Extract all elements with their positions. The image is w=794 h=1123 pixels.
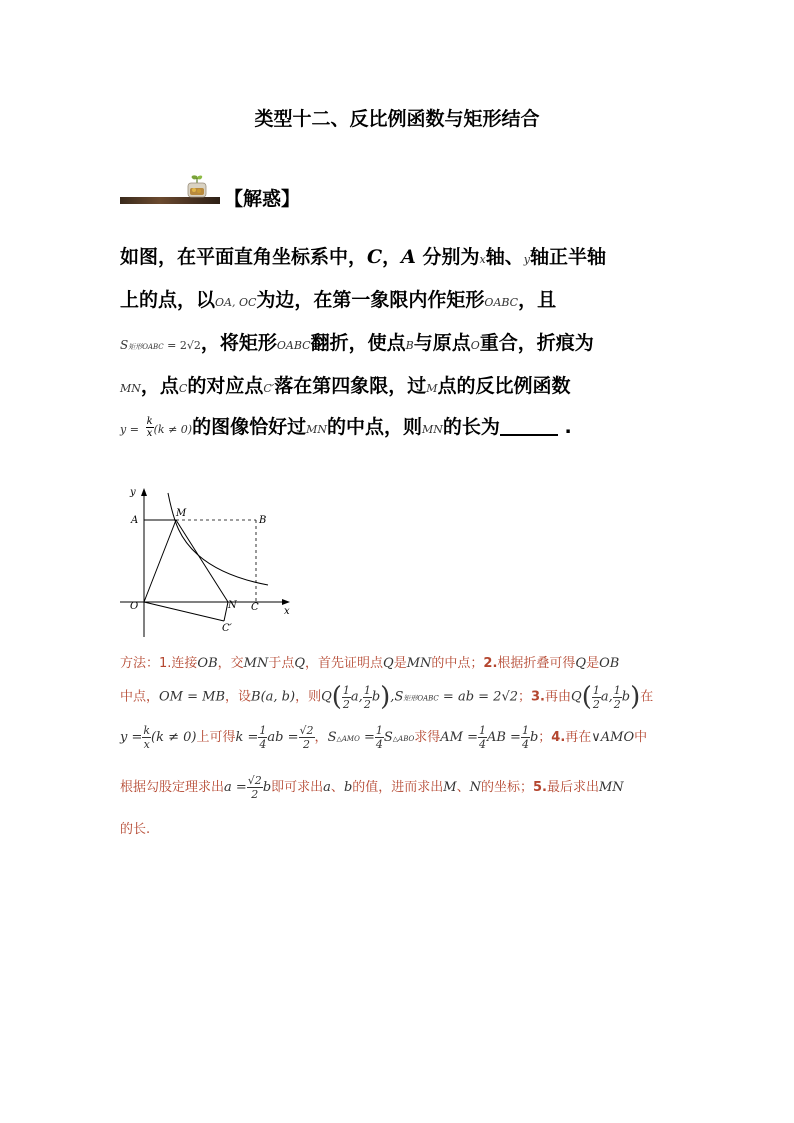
method-line-4: [120, 774, 624, 801]
denominator: 2: [613, 697, 621, 711]
text: 、: [456, 780, 470, 795]
text: 为边，在第一象限内作矩形: [256, 289, 485, 311]
label-m: M: [176, 508, 187, 519]
y-axis-arrow: [141, 488, 147, 496]
var: OB: [197, 656, 218, 671]
text: 上的点，以: [120, 289, 216, 311]
var: Q: [321, 689, 332, 705]
var: MN: [599, 780, 624, 795]
expr: y =: [120, 730, 143, 745]
hyperbola-curve: [168, 493, 268, 585]
numerator: 1: [478, 724, 486, 737]
var-c: C: [178, 382, 188, 395]
text: ,: [390, 689, 395, 705]
fraction: [592, 684, 601, 711]
text: 上可得: [196, 730, 236, 745]
text: 轴正半轴: [529, 246, 606, 268]
var: Q: [575, 656, 587, 671]
denominator: 4: [521, 738, 529, 751]
var: b: [621, 689, 631, 705]
subscript: △ABO: [392, 735, 415, 743]
denominator: x: [143, 738, 150, 751]
plant-jar-icon: [182, 174, 212, 198]
text: ，: [314, 730, 328, 745]
text: 根据勾股定理求出: [120, 780, 225, 795]
denominator: 4: [375, 738, 383, 751]
text: 最后求出: [546, 780, 599, 795]
step-number: 3.: [531, 689, 545, 705]
text: ，设: [225, 689, 252, 705]
fraction-k-over-x: [146, 416, 154, 439]
text: 的坐标；: [480, 780, 533, 795]
expr: AB =: [486, 730, 521, 745]
var: b: [371, 689, 381, 705]
condition: (k ≠ 0): [153, 423, 193, 436]
text: 翻折，使点: [310, 332, 406, 354]
page-title: 类型十二、反比例函数与矩形结合: [254, 108, 540, 130]
text: 中点，: [120, 689, 160, 705]
label-x: x: [284, 606, 290, 617]
text: .: [146, 822, 151, 837]
label-y: y: [130, 487, 136, 498]
text: 求得: [414, 730, 441, 745]
var-mn: MN: [120, 382, 141, 395]
text: 、: [330, 780, 344, 795]
expr: ∨AMO: [591, 730, 635, 745]
answer-blank[interactable]: [500, 416, 558, 436]
segment-oc-prime: [144, 602, 224, 621]
var-m: M: [426, 382, 438, 395]
subscript: 矩形OABC: [128, 343, 164, 351]
text: 重合，折痕为: [479, 332, 594, 354]
var: S: [327, 730, 337, 745]
var: S: [394, 689, 404, 705]
expr: ab =: [267, 730, 299, 745]
text: 根据折叠可得: [497, 656, 576, 671]
problem-line-2: [120, 285, 556, 312]
step-number: 2.: [483, 656, 498, 671]
denominator: 2: [303, 738, 311, 751]
var-o: O: [470, 339, 480, 352]
method-line-3: [120, 724, 647, 751]
text: 点的反比例函数: [437, 375, 571, 397]
var: MN: [243, 656, 269, 671]
text: 分别为: [415, 246, 480, 268]
denominator: x: [146, 428, 153, 439]
expr: = ab = 2√2: [438, 689, 518, 705]
var-oa-oc: OA, OC: [215, 296, 257, 309]
var-a: A: [401, 246, 416, 268]
expr: AM =: [440, 730, 478, 745]
condition: (k ≠ 0): [151, 730, 197, 745]
geometry-figure: [118, 483, 308, 643]
numerator: 1: [375, 724, 383, 737]
text: 的对应点: [187, 375, 264, 397]
step-number: 4.: [551, 730, 566, 745]
paren: (: [331, 682, 342, 712]
var: OB: [599, 656, 620, 671]
step-number: 5.: [533, 780, 547, 795]
expr: OM = MB: [159, 689, 226, 705]
var: a: [323, 780, 331, 795]
text: 是: [393, 656, 407, 671]
paren: ): [630, 682, 641, 712]
text: 中: [634, 730, 648, 745]
expr: a =: [224, 780, 247, 795]
text: 的值，进而求出: [352, 780, 444, 795]
segment-mn: [176, 520, 228, 602]
var-y: y: [523, 253, 530, 266]
text: 是: [586, 656, 600, 671]
var: MN: [406, 656, 432, 671]
problem-line-4: [120, 371, 571, 398]
formula-lhs: y =: [120, 423, 139, 436]
paren: ): [380, 682, 391, 712]
label-o: O: [130, 601, 139, 612]
var-c: C: [367, 246, 383, 268]
text: .: [557, 416, 572, 438]
numerator: 1: [521, 724, 529, 737]
numerator: 1: [592, 683, 600, 697]
denominator: 4: [259, 738, 267, 751]
var: S: [383, 730, 393, 745]
text: 的长: [120, 822, 147, 837]
text: 即可求出: [271, 780, 324, 795]
var: a,: [350, 689, 363, 705]
text: 落在第四象限，过: [274, 375, 427, 397]
text: 与原点: [413, 332, 471, 354]
fraction: [613, 684, 622, 711]
expr: k =: [235, 730, 259, 745]
problem-line-5: [120, 412, 572, 439]
var: b: [343, 780, 353, 795]
var-oabc: OABC: [276, 339, 311, 352]
text: ，将矩形: [200, 332, 277, 354]
text: 在: [640, 689, 654, 705]
fraction: [521, 724, 530, 751]
text: ，且: [518, 289, 557, 311]
label-a: A: [131, 515, 139, 526]
var-b: B: [405, 339, 414, 352]
numerator: √2: [247, 774, 262, 787]
numerator: √2: [299, 724, 314, 737]
var: N: [469, 780, 481, 795]
text: 的长为: [442, 416, 500, 438]
text: ，则: [295, 689, 322, 705]
expr: =: [359, 730, 375, 745]
problem-line-3: [120, 328, 594, 355]
method-line-5: [120, 818, 150, 837]
text: ，交: [217, 656, 244, 671]
label-b: B: [259, 515, 267, 526]
fraction: [375, 724, 384, 751]
denominator: 2: [363, 697, 371, 711]
denominator: 2: [592, 697, 600, 711]
numerator: 1: [259, 724, 267, 737]
text: ，点: [140, 375, 179, 397]
text: ，: [382, 246, 402, 268]
denominator: 2: [251, 788, 259, 801]
method-line-2: [120, 682, 653, 712]
text: 的图像恰好过: [192, 416, 307, 438]
text: 于点: [268, 656, 295, 671]
denominator: 2: [342, 697, 350, 711]
text: 如图，在平面直角坐标系中，: [120, 246, 368, 268]
var-mn: MN: [422, 423, 443, 436]
var: a,: [600, 689, 613, 705]
x-axis-arrow: [282, 599, 290, 605]
fraction: [363, 684, 372, 711]
fraction: [342, 684, 351, 711]
banner-bar: [120, 197, 220, 204]
subscript: 矩形OABC: [403, 694, 439, 703]
method-line-1: [120, 652, 619, 671]
text: 再由: [545, 689, 572, 705]
var-c-prime: C′: [263, 382, 275, 395]
denominator: 4: [478, 738, 486, 751]
text: 轴、: [485, 246, 524, 268]
subscript: △AMO: [336, 735, 360, 743]
var: b: [262, 780, 272, 795]
var: b: [529, 730, 539, 745]
numerator: 1: [613, 683, 621, 697]
segment-om: [144, 520, 176, 602]
var: Q: [571, 689, 582, 705]
text: ；: [518, 689, 532, 705]
area-value: = 2√2: [163, 339, 201, 352]
numerator: k: [143, 724, 151, 737]
text: 方法：1.连接: [120, 656, 198, 671]
fraction: [247, 774, 263, 801]
text: ，首先证明点: [305, 656, 384, 671]
var: Q: [294, 656, 306, 671]
expr: B(a, b): [251, 689, 296, 705]
numerator: 1: [342, 683, 350, 697]
section-label: 【解惑】: [224, 188, 301, 210]
text: 再在: [565, 730, 592, 745]
problem-line-1: [120, 242, 606, 269]
var-x: x: [479, 253, 486, 266]
text: 的中点，则: [327, 416, 423, 438]
var-s: S: [120, 338, 129, 352]
fraction: [142, 724, 151, 751]
var: M: [443, 780, 457, 795]
paren: (: [581, 682, 592, 712]
var-mn: MN: [306, 423, 327, 436]
label-n: N: [228, 600, 237, 611]
fraction: [299, 724, 315, 751]
label-c-prime: C′: [222, 623, 232, 634]
text: 的中点；: [431, 656, 484, 671]
numerator: 1: [363, 683, 371, 697]
text: ；: [538, 730, 552, 745]
section-banner: [120, 174, 300, 210]
numerator: k: [146, 416, 153, 427]
label-c: C: [251, 602, 259, 613]
var-oabc: OABC: [484, 296, 519, 309]
fraction: [478, 724, 487, 751]
var: Q: [383, 656, 394, 671]
